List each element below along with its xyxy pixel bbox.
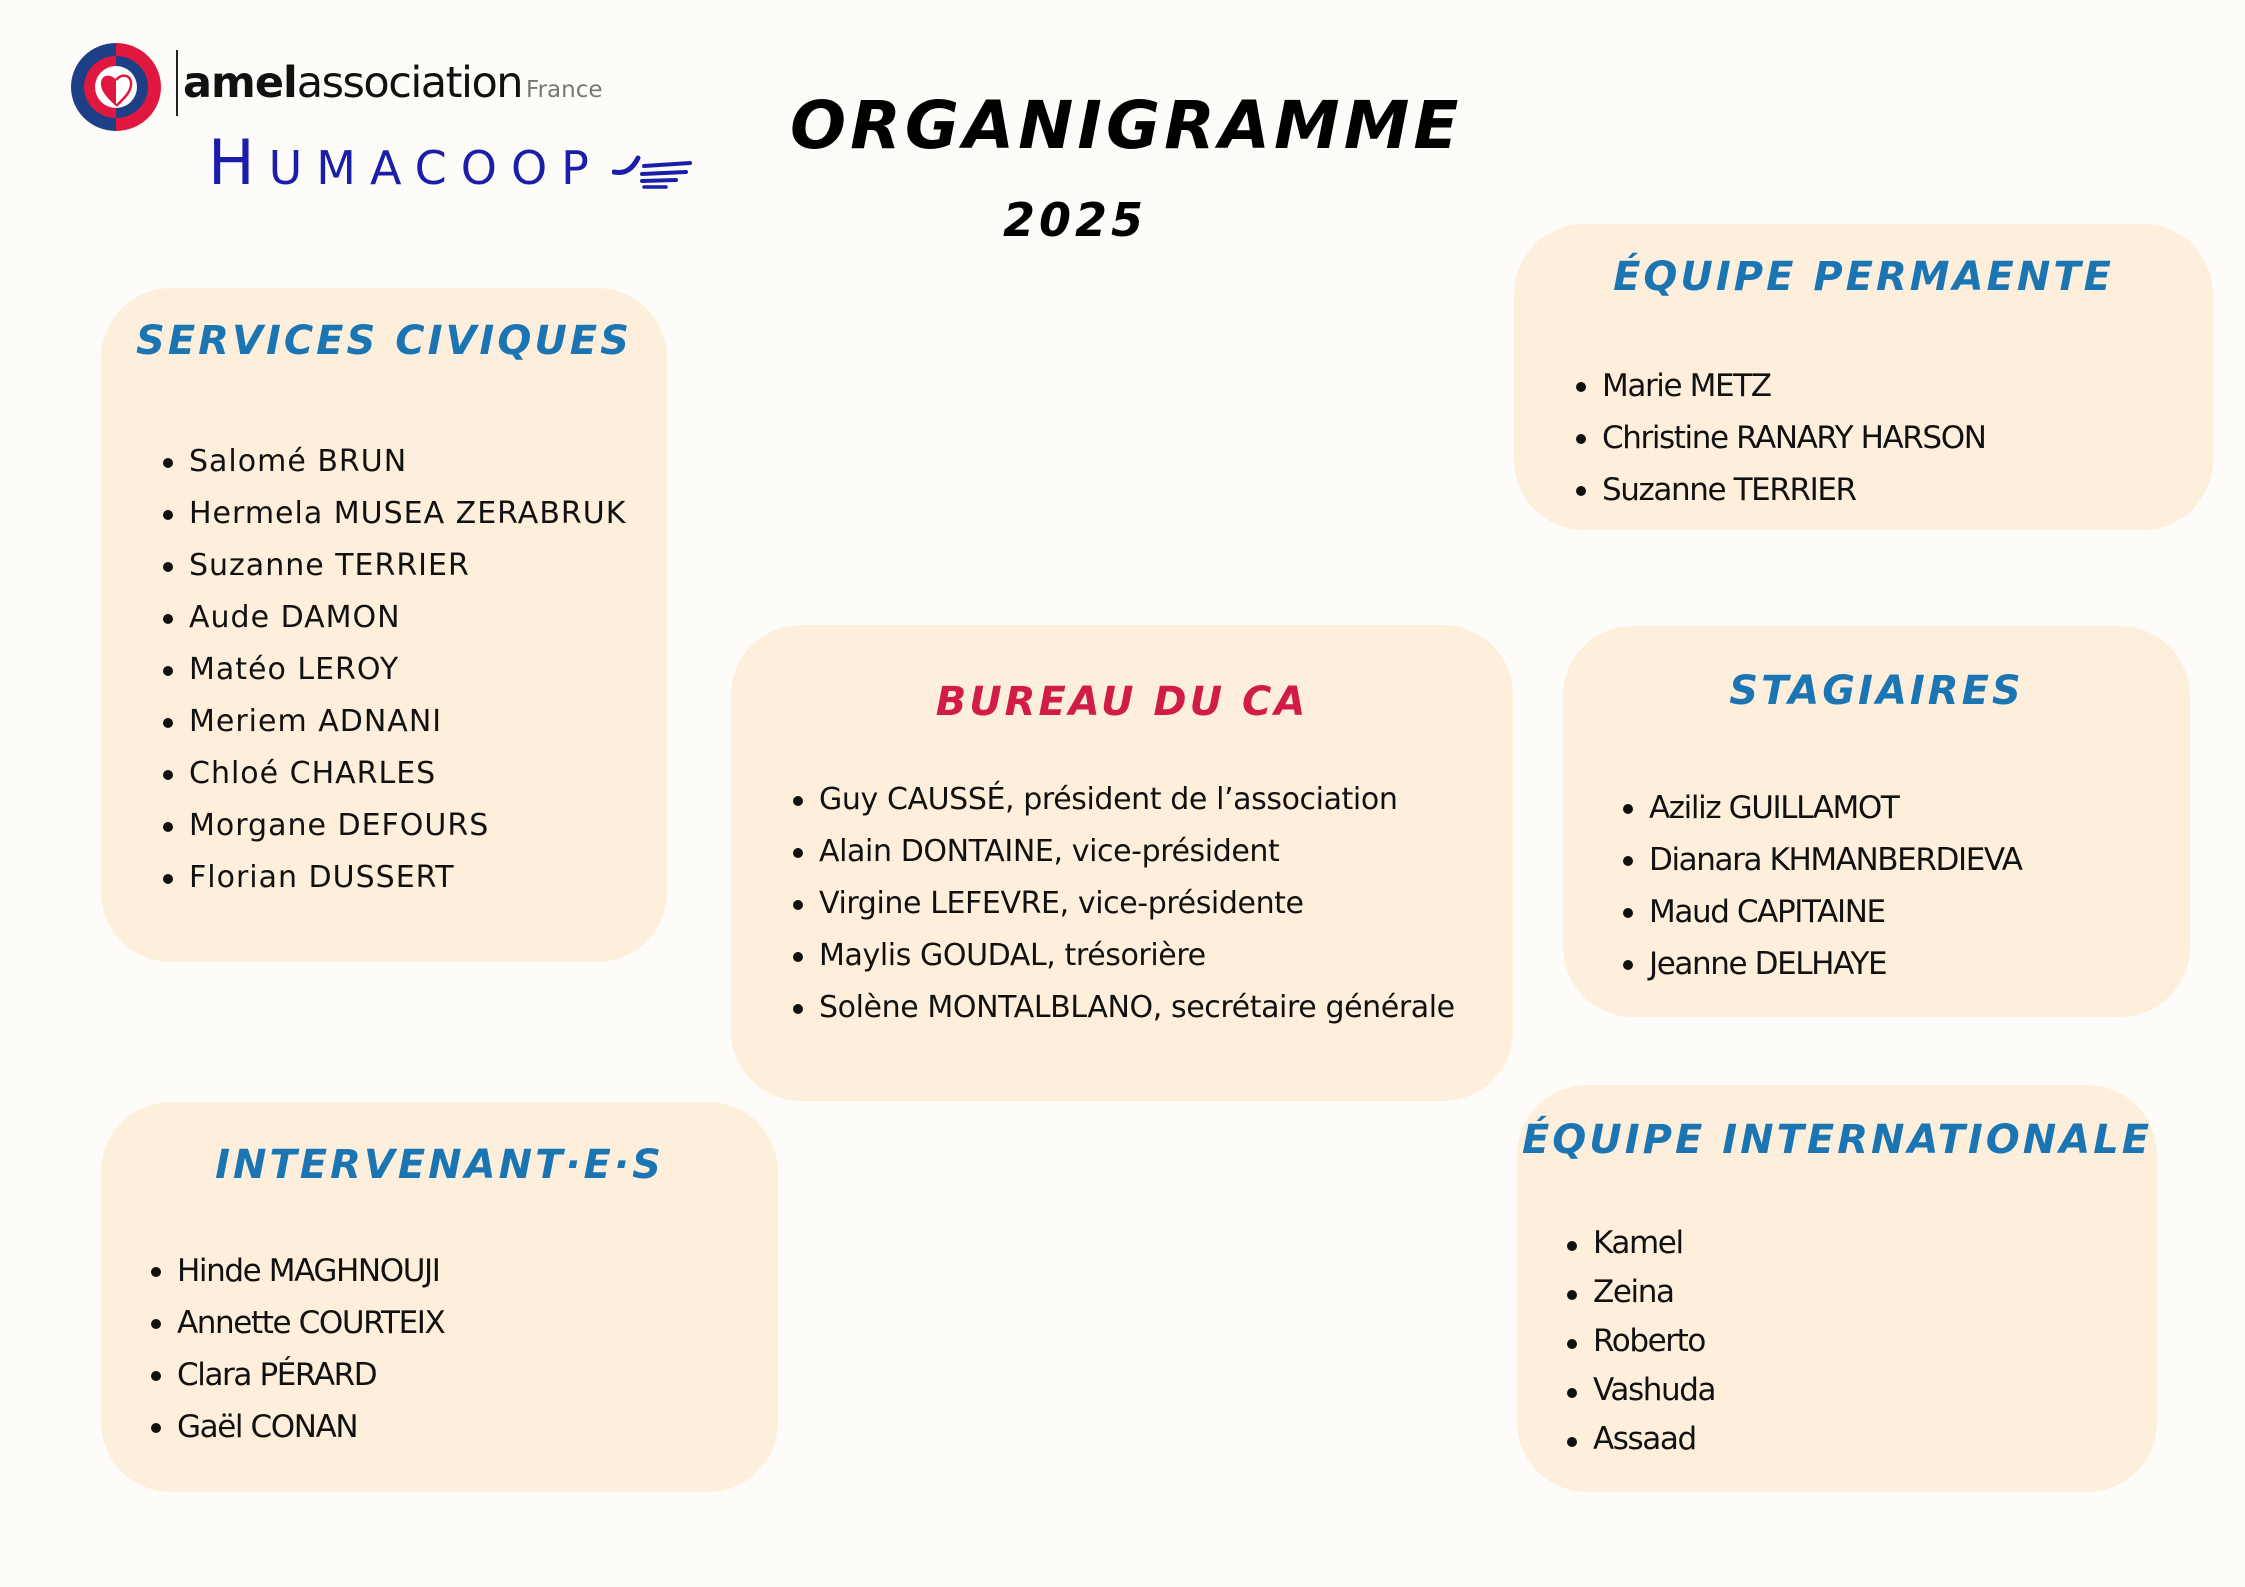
member-name: Assaad [1593,1421,1696,1457]
member-name: Maylis GOUDAL, trésorière [819,938,1206,973]
member-item [1567,1317,1715,1366]
bullet-icon [1567,1290,1577,1300]
member-name: Florian DUSSERT [189,860,455,895]
member-name: Aziliz GUILLAMOT [1649,790,1899,826]
card-equipe-internationale [1517,1085,2157,1492]
member-item [163,540,626,592]
bullet-icon [163,510,173,520]
bullet-icon [151,1423,161,1433]
member-item [793,774,1455,826]
card-title-equipe-internationale: ÉQUIPE INTERNATIONALE [1521,1117,2153,1163]
member-name: Dianara KHMANBERDIEVA [1649,842,2022,878]
member-item [151,1349,444,1401]
bullet-icon [1623,908,1633,918]
member-name: Hinde MAGHNOUJI [177,1253,440,1289]
member-name: Marie METZ [1602,368,1771,404]
bullet-icon [163,770,173,780]
humacoop-initial: H [208,126,269,199]
member-name: Alain DONTAINE, vice-président [819,834,1280,869]
member-item [163,748,626,800]
member-name: Guy CAUSSÉ, président de l’association [819,782,1398,817]
member-name: Roberto [1593,1323,1705,1359]
member-item [163,800,626,852]
humacoop-hand-icon [612,152,694,192]
member-name: Salomé BRUN [189,444,408,479]
member-item [151,1401,444,1453]
member-name: Kamel [1593,1225,1683,1261]
bullet-icon [151,1319,161,1329]
bullet-icon [151,1267,161,1277]
member-item [163,488,626,540]
member-item [1623,886,2022,938]
bullet-icon [1567,1339,1577,1349]
member-item [151,1297,444,1349]
card-title-intervenants: INTERVENANT·E·S [215,1142,664,1188]
member-item [1576,412,1986,464]
bullet-icon [793,1004,803,1014]
bullet-icon [163,666,173,676]
member-item [163,852,626,904]
member-name: Virgine LEFEVRE, vice-présidente [819,886,1304,921]
bullet-icon [1567,1437,1577,1447]
bullet-icon [793,848,803,858]
member-name: Maud CAPITAINE [1649,894,1885,930]
card-intervenants [101,1102,778,1492]
members-list [1567,1219,1715,1464]
bullet-icon [151,1371,161,1381]
card-services-civiques [101,288,667,962]
member-item [1623,938,2022,990]
bullet-icon [163,822,173,832]
bullet-icon [1623,856,1633,866]
members-list [1576,360,1986,516]
member-item [1567,1366,1715,1415]
card-title-bureau-du-ca: BUREAU DU CA [935,679,1309,725]
bullet-icon [1576,486,1586,496]
bullet-icon [163,874,173,884]
members-list [151,1245,444,1453]
bullet-icon [793,900,803,910]
member-name: Morgane DEFOURS [189,808,490,843]
bullet-icon [1576,434,1586,444]
bullet-icon [163,458,173,468]
card-equipe-permanente [1514,224,2213,530]
member-item [793,982,1455,1034]
member-item [163,696,626,748]
member-name: Chloé CHARLES [189,756,437,791]
member-name: Annette COURTEIX [177,1305,445,1341]
member-name: Suzanne TERRIER [1602,472,1856,508]
logo-divider [176,50,178,116]
bullet-icon [1567,1241,1577,1251]
bullet-icon [1576,382,1586,392]
member-name: Matéo LEROY [189,652,400,687]
bullet-icon [1567,1388,1577,1398]
member-item [163,592,626,644]
member-item [1567,1415,1715,1464]
association-text: association [296,58,523,108]
members-list [163,436,626,904]
member-name: Vashuda [1593,1372,1716,1408]
member-item [1623,782,2022,834]
france-text: France [526,77,603,103]
member-item [1567,1219,1715,1268]
amel-association-wordmark [183,58,603,108]
humacoop-wordmark [208,128,603,198]
card-title-services-civiques: SERVICES CIVIQUES [136,318,632,364]
member-name: Aude DAMON [189,600,401,635]
page-title: ORGANIGRAMME [790,87,1463,164]
member-name: Suzanne TERRIER [189,548,470,583]
card-title-equipe-permanente: ÉQUIPE PERMAENTE [1613,254,2114,300]
member-name: Zeina [1593,1274,1674,1310]
member-item [1576,464,1986,516]
bullet-icon [1623,960,1633,970]
member-name: Meriem ADNANI [189,704,443,739]
member-name: Hermela MUSEA ZERABRUK [189,496,627,531]
amel-heart-logo-icon [70,42,162,132]
member-item [793,878,1455,930]
member-name: Solène MONTALBLANO, secrétaire générale [819,990,1455,1025]
member-item [1576,360,1986,412]
bullet-icon [163,562,173,572]
member-item [793,930,1455,982]
member-item [1623,834,2022,886]
member-name: Christine RANARY HARSON [1602,420,1986,456]
member-name: Jeanne DELHAYE [1649,946,1887,982]
members-list [793,774,1455,1034]
page-year: 2025 [1002,193,1148,247]
members-list [1623,782,2022,990]
bullet-icon [793,796,803,806]
bullet-icon [163,614,173,624]
humacoop-rest: UMACOOP [268,141,603,195]
member-item [163,644,626,696]
card-bureau-du-ca [731,625,1513,1101]
card-stagiaires [1563,626,2190,1017]
member-item [151,1245,444,1297]
bullet-icon [1623,804,1633,814]
bullet-icon [793,952,803,962]
amel-bold-text: amel [183,58,297,108]
member-name: Clara PÉRARD [177,1357,377,1393]
member-item [793,826,1455,878]
bullet-icon [163,718,173,728]
member-item [163,436,626,488]
member-item [1567,1268,1715,1317]
card-title-stagiaires: STAGIAIRES [1729,668,2024,714]
member-name: Gaël CONAN [177,1409,358,1445]
